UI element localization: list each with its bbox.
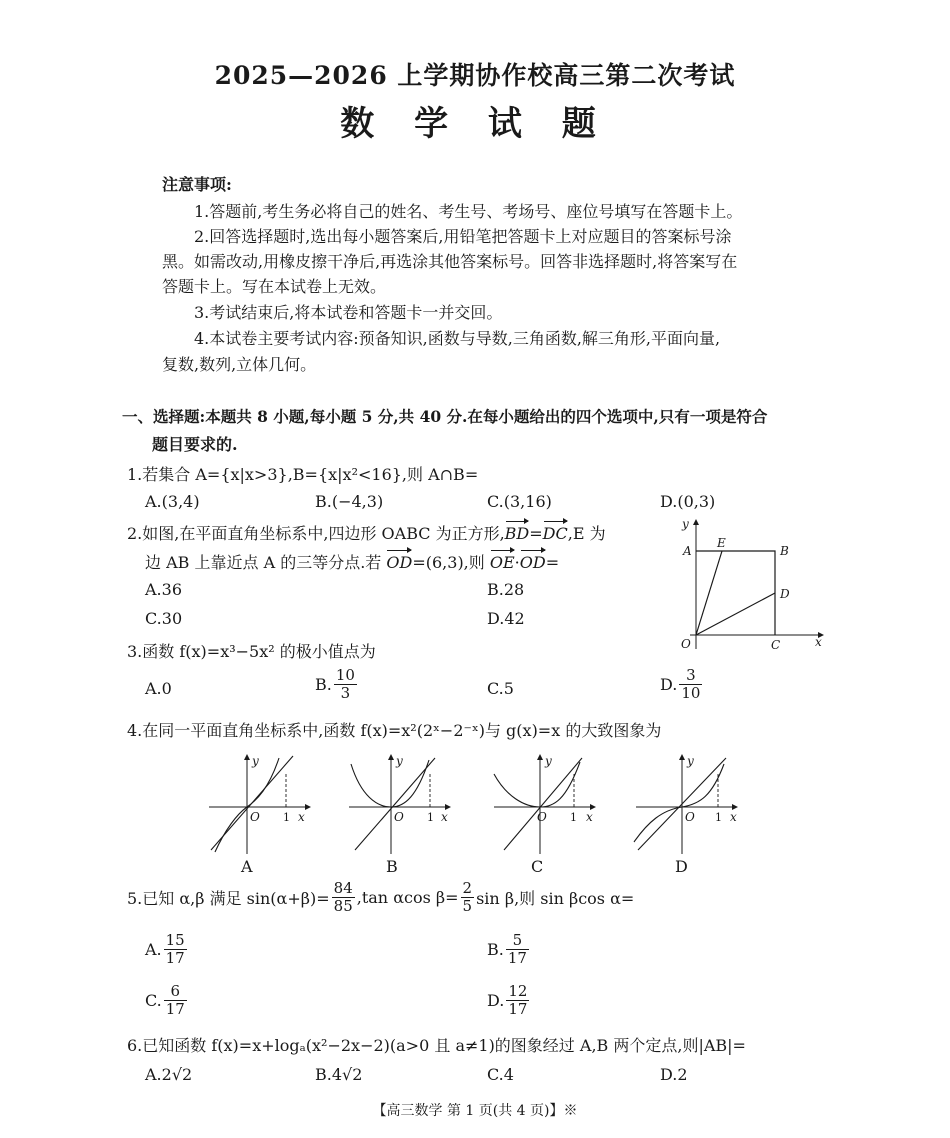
graph-d-one: 1 [715, 811, 722, 824]
q5-c-den: 17 [165, 1000, 185, 1018]
graph-b-y-arrow [388, 754, 394, 760]
graph-d-y-arrow [679, 754, 685, 760]
q5-frac-1-num: 84 [333, 879, 353, 897]
q3-d-prefix: D. [660, 675, 678, 694]
q4-graph-a [205, 752, 315, 857]
graph-a-one: 1 [283, 811, 290, 824]
q5-a-den: 17 [165, 949, 185, 967]
graph-c-o: O [537, 810, 547, 824]
q2-eq: = [529, 524, 543, 543]
q2-option-c: C.30 [145, 609, 183, 628]
graph-d-o: O [685, 810, 695, 824]
q2-text-4: =(6,3),则 [412, 553, 490, 572]
q5-b-den: 17 [507, 949, 527, 967]
q5-a-fraction [164, 932, 187, 967]
q2-option-d: D.42 [487, 609, 525, 628]
graph-a-x-arrow [305, 804, 311, 810]
graph-a-o: O [250, 810, 260, 824]
q4-graph-b [345, 752, 455, 857]
q1-option-b: B.(−4,3) [315, 492, 384, 511]
q6-stem: 6.已知函数 f(x)=x+logₐ(x²−2x−2)(a>0 且 a≠1)的图象经过 A,B 两个定点,则|AB|= [127, 1036, 746, 1055]
q6-option-b: B.4√2 [315, 1065, 363, 1084]
page-footer: 【高三数学 第 1 页(共 4 页)】※ [372, 1103, 578, 1119]
notice-item-4-line-2: 复数,数列,立体几何。 [162, 355, 317, 374]
graph-a-y-arrow [244, 754, 250, 760]
q6-option-a: A.2√2 [145, 1065, 193, 1084]
graph-c-line [504, 758, 582, 850]
q5-option-b [487, 932, 531, 967]
notice-item-4-line-1: 4.本试卷主要考试内容:预备知识,函数与导数,三角函数,解三角形,平面向量, [194, 329, 721, 348]
q3-d-den: 10 [681, 684, 701, 702]
fig-label-e: E [717, 536, 726, 550]
notice-item-2-line-3: 答题卡上。写在本试卷上无效。 [162, 277, 387, 296]
q3-b-fraction [334, 667, 357, 702]
q3-option-c: C.5 [487, 679, 514, 698]
q4-label-c: C [531, 857, 544, 876]
q1-option-c: C.(3,16) [487, 492, 552, 511]
graph-b-line [355, 758, 435, 850]
notice-item-3: 3.考试结束后,将本试卷和答题卡一并交回。 [194, 303, 503, 322]
graph-c-y: y [545, 754, 552, 768]
q3-b-prefix: B. [315, 675, 332, 694]
fig-segment-od [696, 593, 775, 635]
graph-a-y: y [252, 754, 259, 768]
q2-text-3: 边 AB 上靠近点 A 的三等分点.若 [145, 553, 387, 572]
q5-b-prefix: B. [487, 940, 504, 959]
q3-stem: 3.函数 f(x)=x³−5x² 的极小值点为 [127, 642, 376, 661]
q5-c-num: 6 [164, 983, 187, 1001]
q4-graph-d [632, 752, 742, 857]
q3-d-fraction [679, 667, 702, 702]
q2-dot: · [514, 553, 520, 572]
q4-stem: 4.在同一平面直角坐标系中,函数 f(x)=x²(2ˣ−2⁻ˣ)与 g(x)=x 的大致图象为 [127, 721, 662, 740]
graph-b-y: y [396, 754, 403, 768]
q2-text-2: ,E 为 [567, 524, 606, 543]
q5-a-num: 15 [165, 931, 185, 949]
section-heading-line-2: 题目要求的. [152, 435, 238, 454]
q3-option-a: A.0 [145, 679, 172, 698]
q5-c-fraction [164, 983, 187, 1018]
vector-oe: OE [489, 553, 515, 572]
q5-option-a [145, 932, 189, 967]
graph-c-one: 1 [570, 811, 577, 824]
q5-a-prefix: A. [145, 940, 162, 959]
q1-option-a: A.(3,4) [145, 492, 200, 511]
graph-d-curve [634, 764, 724, 842]
graph-b-curve [351, 760, 429, 807]
q5-d-fraction [506, 983, 529, 1018]
vector-bd: BD [504, 524, 530, 543]
notice-item-2-line-2: 黑。如需改动,用橡皮擦干净后,再选涂其他答案标号。回答非选择题时,将答案写在 [162, 252, 738, 271]
q5-text-3: sin β,则 sin βcos α= [476, 889, 635, 908]
graph-c-curve [494, 762, 580, 807]
vector-od: OD [386, 553, 413, 572]
graph-a-x: x [298, 810, 305, 824]
graph-d-y: y [687, 754, 694, 768]
graph-b-one: 1 [427, 811, 434, 824]
q2-square-figure [670, 515, 830, 655]
vector-dc: DC [542, 524, 568, 543]
q5-frac-1-den: 85 [333, 897, 353, 915]
q2-text-1: 2.如图,在平面直角坐标系中,四边形 OABC 为正方形, [127, 524, 505, 543]
graph-c-y-arrow [537, 754, 543, 760]
notice-item-1: 1.答题前,考生务必将自己的姓名、考生号、考场号、座位号填写在答题卡上。 [194, 202, 743, 221]
q5-option-c [145, 983, 189, 1018]
graph-d-x: x [730, 810, 737, 824]
fig-label-a: A [683, 544, 692, 558]
q6-option-d: D.2 [660, 1065, 688, 1084]
vector-od-2: OD [519, 553, 546, 572]
q3-b-den: 3 [340, 684, 351, 702]
fig-segment-oe [696, 551, 722, 635]
q5-c-prefix: C. [145, 991, 162, 1010]
q4-label-d: D [675, 857, 688, 876]
q2-stem-line-2 [145, 550, 559, 573]
fig-label-d: D [780, 587, 790, 601]
graph-c-x: x [586, 810, 593, 824]
subject-title: 数 学 试 题 [340, 104, 610, 144]
q4-label-a: A [241, 857, 253, 876]
q3-option-b [315, 667, 359, 702]
q5-b-fraction [506, 932, 529, 967]
q5-text-2: ,tan αcos β= [356, 888, 459, 907]
q5-frac-1 [332, 880, 355, 915]
q3-option-d [660, 667, 704, 702]
graph-b-x: x [441, 810, 448, 824]
q2-stem-line-1 [127, 521, 606, 544]
section-heading-line-1: 一、选择题:本题共 8 小题,每小题 5 分,共 40 分.在每小题给出的四个选项中,只有一项是符合 [122, 407, 768, 426]
q2-text-5: = [545, 553, 560, 572]
q4-graph-c [490, 752, 600, 857]
fig-label-c: C [771, 638, 781, 652]
q5-frac-2-den: 5 [462, 897, 473, 915]
q3-b-num: 10 [335, 666, 355, 684]
q5-d-den: 17 [508, 1000, 528, 1018]
q5-stem [127, 880, 634, 915]
q2-option-a: A.36 [145, 580, 182, 599]
fig-label-o: O [681, 637, 691, 651]
notice-heading: 注意事项: [162, 175, 232, 194]
q2-option-b: B.28 [487, 580, 525, 599]
q4-label-b: B [386, 857, 398, 876]
q1-stem: 1.若集合 A={x|x>3},B={x|x²<16},则 A∩B= [127, 465, 479, 484]
fig-y-arrow [693, 519, 699, 525]
q3-d-num: 3 [679, 667, 702, 685]
q1-option-d: D.(0,3) [660, 492, 716, 511]
q5-frac-2 [461, 880, 475, 915]
q5-b-num: 5 [506, 932, 529, 950]
q5-text-1: 5.已知 α,β 满足 sin(α+β)= [127, 889, 330, 908]
q5-frac-2-num: 2 [462, 879, 473, 897]
fig-square [696, 551, 775, 635]
fig-label-y: y [682, 517, 689, 531]
q5-d-num: 12 [508, 982, 528, 1000]
graph-b-o: O [394, 810, 404, 824]
q5-option-d [487, 983, 531, 1018]
q5-d-prefix: D. [487, 991, 505, 1010]
fig-label-b: B [780, 544, 789, 558]
exam-title: 2025—2026 上学期协作校高三第二次考试 [214, 61, 736, 90]
fig-label-x: x [815, 635, 822, 649]
q6-option-c: C.4 [487, 1065, 514, 1084]
notice-item-2-line-1: 2.回答选择题时,选出每小题答案后,用铅笔把答题卡上对应题目的答案标号涂 [194, 227, 732, 246]
